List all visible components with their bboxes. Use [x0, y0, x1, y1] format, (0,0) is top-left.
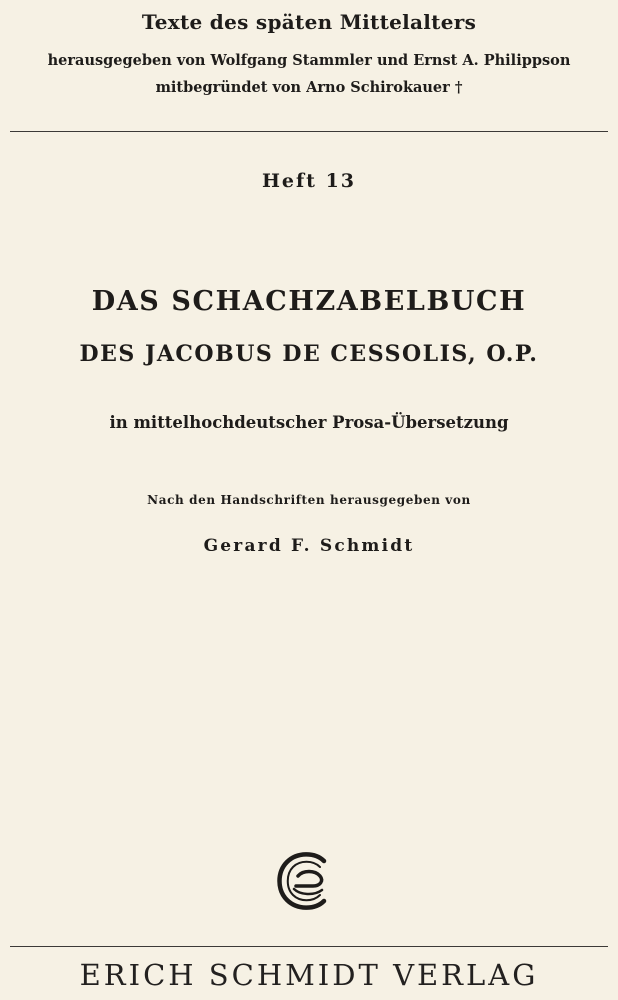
- issue-number: Heft 13: [261, 170, 357, 192]
- series-editors: herausgegeben von Wolfgang Stammler und Ernst A. Philippson: [47, 52, 571, 69]
- series-title: Texte des späten Mittelalters: [141, 10, 477, 34]
- editor-name: Gerard F. Schmidt: [203, 536, 415, 556]
- publisher-name: ERICH SCHMIDT VERLAG: [79, 958, 539, 992]
- translation-note: in mittelhochdeutscher Prosa-Übersetzung: [109, 413, 509, 432]
- publisher-logo-icon: [270, 845, 342, 917]
- bottom-divider: [10, 946, 608, 947]
- top-divider: [10, 131, 608, 132]
- series-cofounder: mitbegründet von Arno Schirokauer †: [155, 79, 463, 96]
- editor-preface: Nach den Handschriften herausgegeben von: [147, 493, 471, 507]
- book-title: DAS SCHACHZABELBUCH: [91, 286, 527, 317]
- book-subtitle: DES JACOBUS DE CESSOLIS, O.P.: [79, 341, 539, 367]
